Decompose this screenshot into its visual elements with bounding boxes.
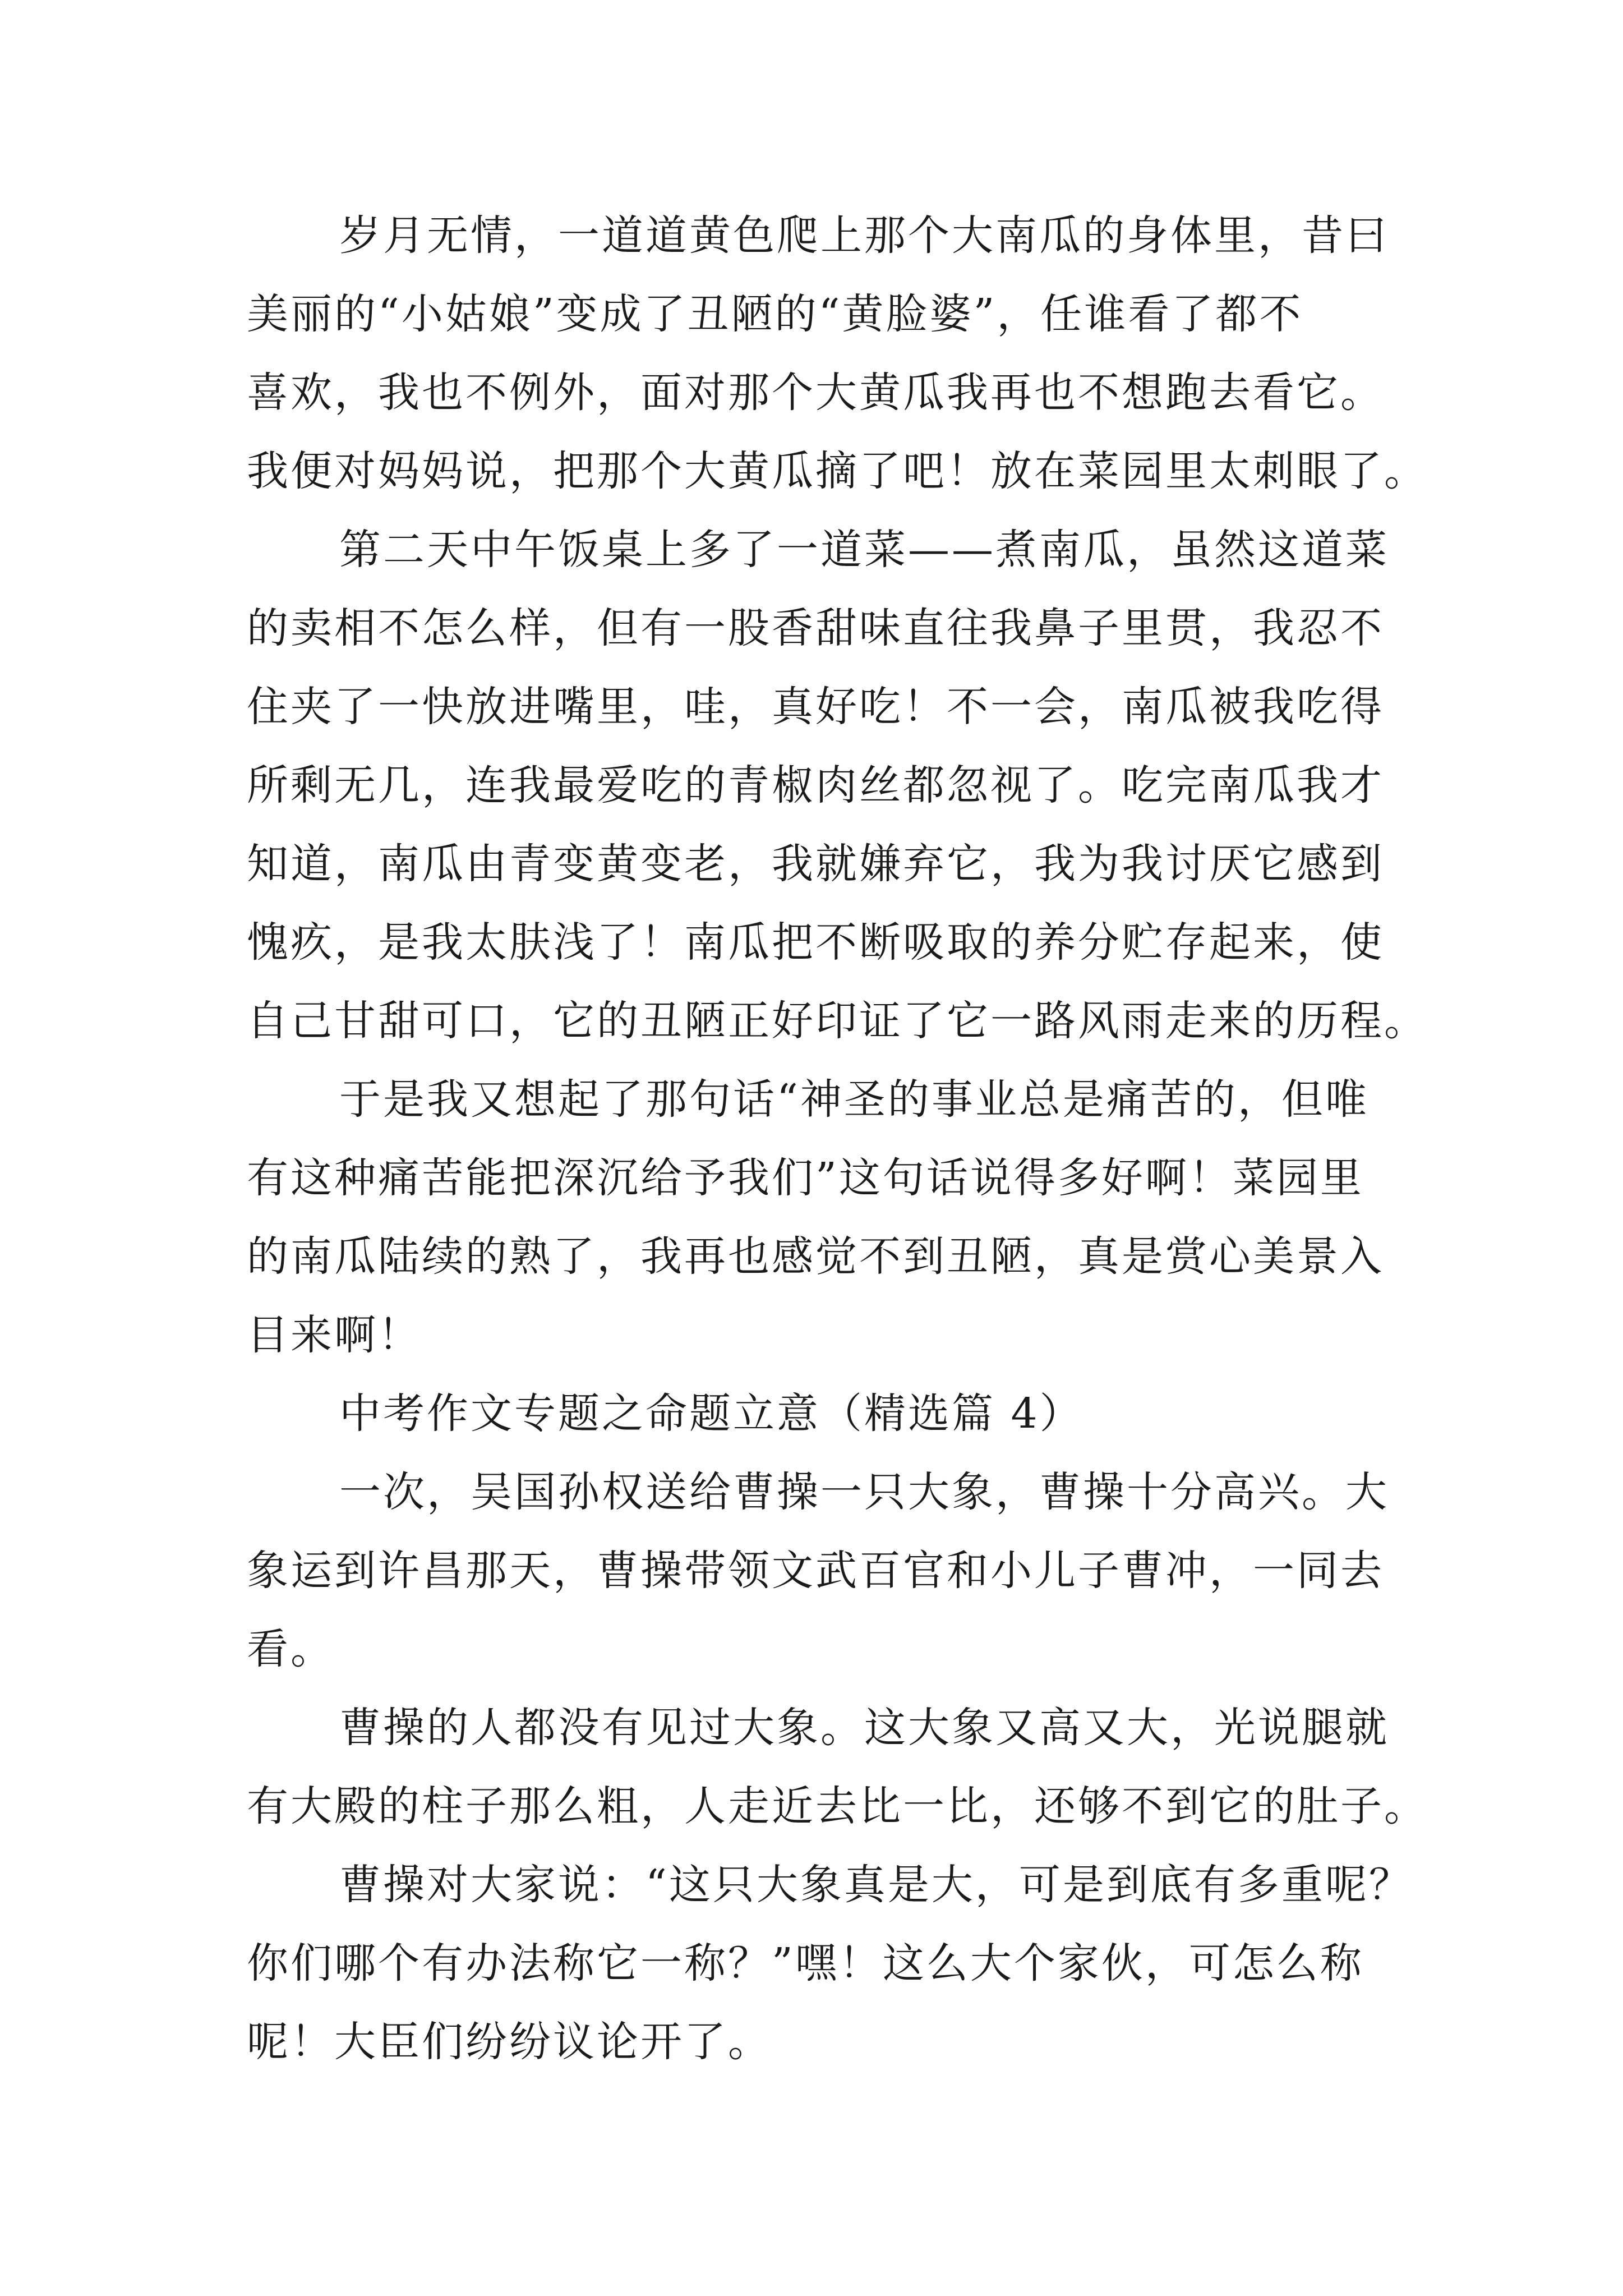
text-line: 愧疚，是我太肤浅了！南瓜把不断吸取的养分贮存起来，使 [247, 918, 1384, 967]
text-line: 有这种痛苦能把深沉给予我们”这句话说得多好啊！菜园里 [247, 1154, 1364, 1202]
text-line: 喜欢，我也不例外，面对那个大黄瓜我再也不想跑去看它。 [247, 369, 1384, 417]
text-line: 我便对妈妈说，把那个大黄瓜摘了吧！放在菜园里太刺眼了。 [247, 447, 1428, 495]
text-line: 的南瓜陆续的熟了，我再也感觉不到丑陋，真是赏心美景入 [247, 1232, 1384, 1281]
text-line: 住夹了一快放进嘴里，哇，真好吃！不一会，南瓜被我吃得 [247, 683, 1384, 731]
text-line: 曹操的人都没有见过大象。这大象又高又大，光说腿就 [339, 1704, 1389, 1752]
text-line: 曹操对大家说：“这只大象真是大，可是到底有多重呢？ [339, 1861, 1413, 1909]
section-heading: 中考作文专题之命题立意（精选篇 4） [339, 1389, 1083, 1438]
text-line: 岁月无情，一道道黄色爬上那个大南瓜的身体里，昔曰 [339, 211, 1389, 260]
text-line: 自己甘甜可口，它的丑陋正好印证了它一路风雨走来的历程。 [247, 997, 1428, 1045]
text-line: 于是我又想起了那句话“神圣的事业总是痛苦的，但唯 [339, 1075, 1369, 1124]
text-line: 你们哪个有办法称它一称？”嘿！这么大个家伙，可怎么称 [247, 1939, 1364, 1987]
text-line: 美丽的“小姑娘”变成了丑陋的“黄脸婆”，任谁看了都不 [247, 290, 1303, 338]
text-line: 的卖相不怎么样，但有一股香甜味直往我鼻子里贯，我忍不 [247, 604, 1384, 652]
text-line: 看。 [247, 1625, 334, 1673]
text-line: 第二天中午饭桌上多了一道菜——煮南瓜，虽然这道菜 [339, 526, 1389, 574]
text-line: 所剩无几，连我最爱吃的青椒肉丝都忽视了。吃完南瓜我才 [247, 761, 1384, 809]
text-line: 一次，吴国孙权送给曹操一只大象，曹操十分高兴。大 [339, 1468, 1389, 1516]
text-line: 目来啊！ [247, 1311, 422, 1359]
text-line: 知道，南瓜由青变黄变老，我就嫌弃它，我为我讨厌它感到 [247, 840, 1384, 888]
text-line: 呢！大臣们纷纷议论开了。 [247, 2018, 772, 2066]
text-line: 有大殿的柱子那么粗，人走近去比一比，还够不到它的肚子。 [247, 1782, 1428, 1830]
text-line: 象运到许昌那天，曹操带领文武百官和小儿子曹冲，一同去 [247, 1547, 1384, 1595]
